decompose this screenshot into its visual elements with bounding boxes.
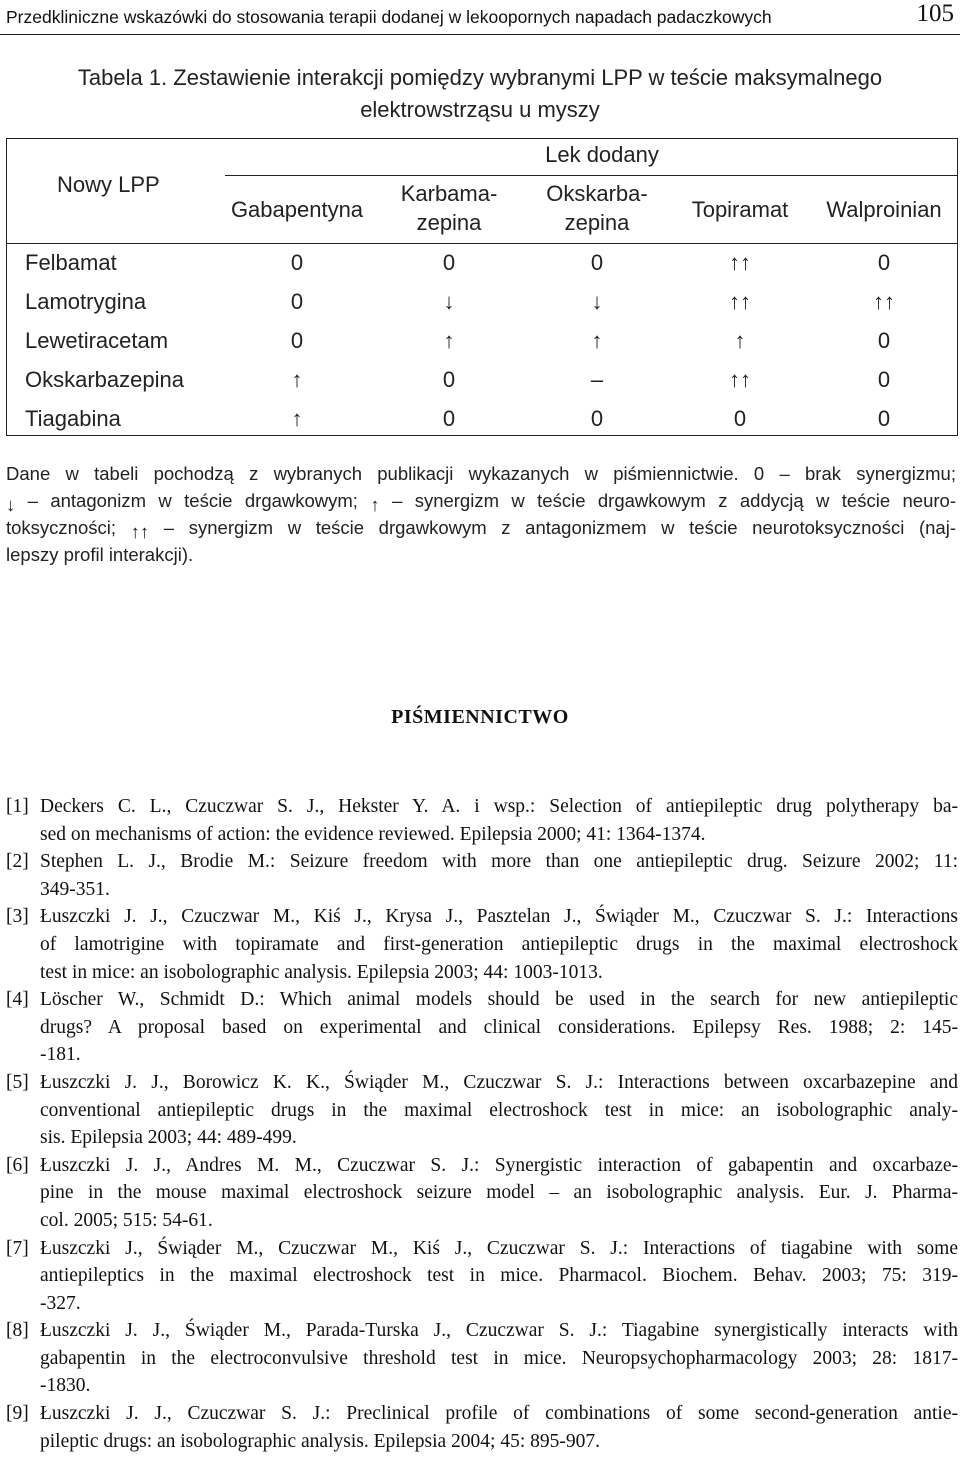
reference-line: sed on mechanisms of action: the evidence reviewed. Epilepsia 2000; 41: 1364-1374. — [40, 823, 706, 845]
references-heading: PIŚMIENNICTWO — [391, 706, 569, 728]
table-cell: ↑↑ — [729, 250, 751, 275]
interaction-table — [6, 138, 958, 436]
reference-line: Łuszczki J. J., Czuczwar S. J.: Preclinical profile of combinations of some second-generation antie- — [40, 1403, 958, 1425]
row-label: Lamotrygina — [25, 289, 147, 314]
reference-line: col. 2005; 515: 54-61. — [40, 1209, 213, 1231]
table-cell: ↑ — [291, 406, 303, 431]
reference-line: Łuszczki J. J., Borowicz K. K., Świąder M., Czuczwar S. J.: Interactions between oxcarbazepine and — [40, 1071, 958, 1093]
table-cell: 0 — [290, 289, 304, 314]
reference-item — [6, 848, 958, 903]
reference-line: test in mice: an isobolographic analysis. Epilepsia 2003; 44: 1003-1013. — [40, 961, 603, 983]
double-arrow-up-icon: ↑↑ — [130, 521, 150, 542]
table-cell: ↑↑ — [729, 367, 751, 392]
reference-line: gabapentin in the electroconvulsive threshold test in mice. Neuropsychopharmacology 2003; 28: 1817- — [40, 1347, 958, 1369]
reference-item — [6, 1069, 958, 1152]
table-caption-line-1: Tabela 1. Zestawienie interakcji pomiędzy wybranymi LPP w teście maksymalnego — [77, 65, 883, 90]
arrow-down-icon: ↓ — [6, 494, 16, 515]
reference-number: [8] — [6, 1320, 29, 1342]
reference-line: Łuszczki J. J., Czuczwar M., Kiś J., Krysa J., Pasztelan J., Świąder M., Czuczwar S. J.: Interactions — [40, 906, 958, 928]
row-label: Okskarbazepina — [25, 367, 184, 392]
reference-item — [6, 1317, 958, 1400]
table-cell: 0 — [877, 250, 891, 275]
reference-line: 349-351. — [40, 878, 110, 900]
row-label: Tiagabina — [25, 406, 121, 431]
table-cell: 0 — [442, 250, 456, 275]
footnote-line: lepszy profil interakcji). — [6, 544, 194, 565]
reference-item — [6, 1400, 958, 1455]
table-footnote — [6, 460, 956, 568]
reference-line: Łuszczki J. J., Andres M. M., Czuczwar S. J.: Synergistic interaction of gabapentin and oxcarbaze- — [40, 1154, 958, 1176]
table-cell: ↑ — [734, 328, 746, 353]
table-cell: 0 — [733, 406, 747, 431]
reference-line: Łuszczki J. J., Świąder M., Parada-Turska J., Czuczwar S. J.: Tiagabine synergistically interacts with — [40, 1320, 958, 1342]
reference-line: drugs? A proposal based on experimental and clinical considerations. Epilepsy Res. 1988; 2: 145- — [40, 1016, 958, 1038]
running-header — [0, 0, 960, 35]
reference-line: antiepileptics in the maximal electroshock test in mice. Pharmacol. Biochem. Behav. 2003; 75: 319- — [40, 1265, 958, 1287]
reference-number: [4] — [6, 989, 29, 1011]
reference-number: [2] — [6, 851, 29, 873]
reference-line: Löscher W., Schmidt D.: Which animal models should be used in the search for new antiepileptic — [40, 989, 958, 1011]
table-cell: ↓ — [443, 289, 455, 314]
table-caption — [40, 62, 920, 126]
reference-item — [6, 986, 958, 1069]
table-cell: ↑↑ — [873, 289, 895, 314]
table-cell: 0 — [877, 328, 891, 353]
footnote-line: toksyczności; ↑↑ – synergizm w teście drgawkowym z antagonizmem w teście neurotoksyczności (naj- — [6, 514, 956, 541]
reference-line: -1830. — [40, 1375, 91, 1397]
table-cell: 0 — [442, 367, 456, 392]
column-header-gabapentyna: Gabapentyna — [230, 197, 364, 222]
reference-line: -181. — [40, 1044, 81, 1066]
table-cell: 0 — [590, 406, 604, 431]
reference-line: sis. Epilepsia 2003; 44: 489-499. — [40, 1127, 297, 1149]
table-cell: 0 — [290, 250, 304, 275]
table-cell: ↑ — [591, 328, 603, 353]
reference-line: Łuszczki J., Świąder M., Czuczwar M., Kiś J., Czuczwar S. J.: Interactions of tiagabine with some — [40, 1237, 958, 1259]
reference-number: [9] — [6, 1403, 29, 1425]
header-rule — [7, 243, 957, 244]
table-cell: ↓ — [591, 289, 603, 314]
row-label: Lewetiracetam — [25, 328, 169, 353]
reference-line: -327. — [40, 1292, 81, 1314]
group-header-label: Lek dodany — [545, 142, 659, 167]
row-label: Felbamat — [25, 250, 117, 275]
reference-number: [3] — [6, 906, 29, 928]
arrow-up-icon: ↑ — [370, 494, 380, 515]
row-header-label: Nowy LPP — [57, 172, 160, 197]
table-cell: 0 — [290, 328, 304, 353]
reference-number: [6] — [6, 1154, 29, 1176]
footnote-line: ↓ – antagonizm w teście drgawkowym; ↑ – synergizm w teście drgawkowym z addycją w teście neuro- — [6, 487, 956, 514]
table-caption-line-2: elektrowstrząsu u myszy — [360, 97, 600, 122]
column-header-karbamazepina: Karbama- zepina — [400, 181, 498, 235]
table-cell: 0 — [590, 250, 604, 275]
running-title: Przedkliniczne wskazówki do stosowania terapii dodanej w lekoopornych napadach padaczkowych — [6, 7, 772, 27]
reference-line: of lamotrigine with topiramate and first-generation antiepileptic drugs in the maximal electroshock — [40, 933, 958, 955]
column-header-walproinian: Walproinian — [826, 197, 942, 222]
reference-number: [5] — [6, 1071, 29, 1093]
reference-line: conventional antiepileptic drugs in the maximal electroshock test in mice: an isobolographic analy- — [40, 1099, 958, 1121]
table-cell: ↑ — [443, 328, 455, 353]
column-header-topiramat: Topiramat — [691, 197, 789, 222]
group-header-rule — [225, 175, 957, 176]
table-cell: 0 — [877, 406, 891, 431]
footnote-line: Dane w tabeli pochodzą z wybranych publikacji wykazanych w piśmiennictwie. 0 – brak synergizmu; — [6, 463, 956, 484]
reference-item — [6, 903, 958, 986]
column-header-okskarbazepina: Okskarba- zepina — [546, 181, 648, 235]
table-cell: 0 — [877, 367, 891, 392]
reference-item — [6, 1235, 958, 1318]
reference-line: Deckers C. L., Czuczwar S. J., Hekster Y. A. i wsp.: Selection of antiepileptic drug polytherapy ba- — [40, 796, 958, 817]
references-list — [6, 793, 958, 1455]
reference-line: pileptic drugs: an isobolographic analysis. Epilepsia 2004; 45: 895-907. — [40, 1430, 600, 1452]
reference-number: [7] — [6, 1237, 29, 1259]
table-cell: ↑ — [291, 367, 303, 392]
page-number: 105 — [916, 0, 954, 27]
reference-number: [1] — [6, 796, 29, 817]
reference-item — [6, 793, 958, 848]
reference-item — [6, 1152, 958, 1235]
table-cell: ↑↑ — [729, 289, 751, 314]
table-cell: – — [590, 367, 604, 392]
reference-line: pine in the mouse maximal electroshock seizure model – an isobolographic analysis. Eur. J. Pharma- — [40, 1182, 958, 1204]
reference-line: Stephen L. J., Brodie M.: Seizure freedom with more than one antiepileptic drug. Seizure 2002; 11: — [40, 851, 958, 873]
table-cell: 0 — [442, 406, 456, 431]
